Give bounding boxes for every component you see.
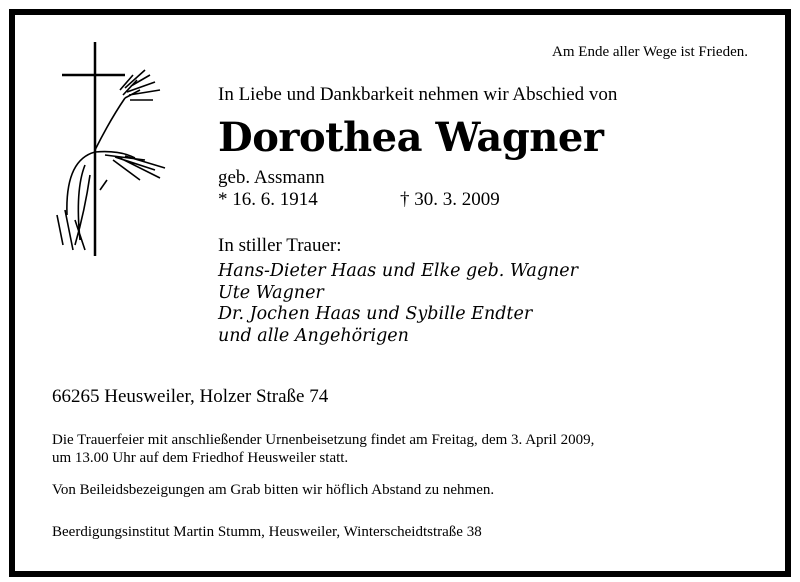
mourner: Ute Wagner (218, 283, 324, 303)
deceased-name: Dorothea Wagner (218, 114, 604, 161)
mourner: Dr. Jochen Haas und Sybille Endter (218, 304, 533, 324)
mourning-heading: In stiller Trauer: (218, 235, 342, 256)
mourner: und alle Angehörigen (218, 326, 409, 346)
cross-wheat-icon (45, 40, 185, 260)
address: 66265 Heusweiler, Holzer Straße 74 (52, 386, 329, 407)
funeral-home: Beerdigungsinstitut Martin Stumm, Heusweiler, Winterscheidtstraße 38 (52, 524, 482, 540)
motto: Am Ende aller Wege ist Frieden. (552, 44, 748, 60)
condolence-note: Von Beileidsbezeigungen am Grab bitten wir höflich Abstand zu nehmen. (52, 482, 495, 498)
intro-text: In Liebe und Dankbarkeit nehmen wir Abschied von (218, 84, 618, 105)
birth-date: * 16. 6. 1914 (218, 189, 318, 210)
ceremony-line: um 13.00 Uhr auf dem Friedhof Heusweiler statt. (52, 450, 349, 466)
ceremony-line: Die Trauerfeier mit anschließender Urnenbeisetzung findet am Freitag, dem 3. April 2009, (52, 432, 595, 448)
death-date: † 30. 3. 2009 (400, 189, 500, 210)
mourner: Hans-Dieter Haas und Elke geb. Wagner (218, 261, 579, 281)
maiden-name: geb. Assmann (218, 167, 325, 188)
